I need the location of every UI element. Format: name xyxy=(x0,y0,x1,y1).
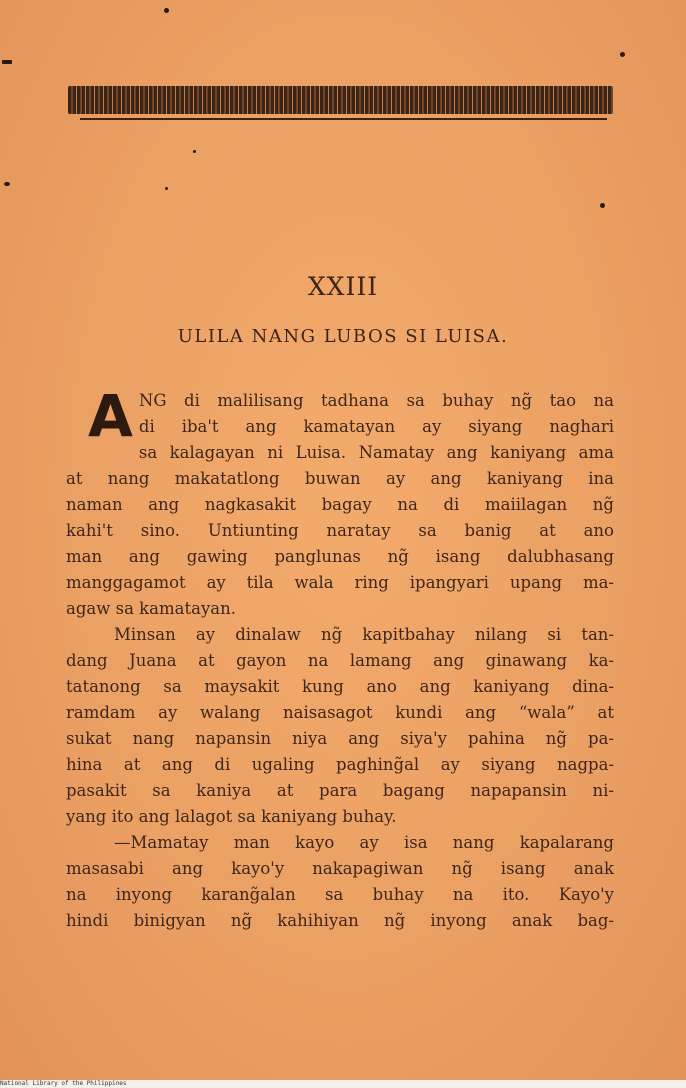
text-line: hindi binigyan ng̃ kahihiyan ng̃ inyong anak bag- xyxy=(66,911,614,930)
paragraph-1 xyxy=(66,382,614,622)
text-line: hina at ang di ugaling paghing̃al ay siyang nagpa- xyxy=(66,755,614,774)
text-line: Minsan ay dinalaw ng̃ kapitbahay nilang si tan- xyxy=(114,625,614,644)
paragraph-3 xyxy=(66,830,614,934)
ink-speck xyxy=(193,150,196,153)
text-line: NG di malilisang tadhana sa buhay ng̃ tao na xyxy=(138,391,614,410)
text-line: dang Juana at gayon na lamang ang ginawang ka- xyxy=(66,651,614,670)
text-line: sa kalagayan ni Luisa. Namatay ang kaniyang ama xyxy=(138,443,614,462)
chapter-number: XXIII xyxy=(307,272,379,301)
decorative-header-band xyxy=(68,86,613,114)
ink-speck xyxy=(620,52,625,57)
drop-cap: A xyxy=(88,382,133,450)
text-line: na inyong karang̃alan sa buhay na ito. Kayo'y xyxy=(66,885,614,904)
text-line: tatanong sa maysakit kung ano ang kaniyang dina- xyxy=(66,677,614,696)
text-line: masasabi ang kayo'y nakapagiwan ng̃ isang anak xyxy=(66,859,614,878)
text-line: ramdam ay walang naisasagot kundi ang “wala” at xyxy=(66,703,614,722)
text-line: yang ito ang lalagot sa kaniyang buhay. xyxy=(66,807,397,826)
text-line: —Mamatay man kayo ay isa nang kapalarang xyxy=(114,833,614,852)
ink-speck xyxy=(4,182,10,186)
text-line: agaw sa kamatayan. xyxy=(66,599,236,618)
ink-speck xyxy=(165,187,168,190)
text-line: sukat nang napansin niya ang siya'y pahina ng̃ pa- xyxy=(66,729,614,748)
ink-speck xyxy=(2,60,12,64)
paragraph-2 xyxy=(66,622,614,830)
library-credit: National Library of the Philippines xyxy=(0,1080,127,1087)
ink-speck xyxy=(164,8,169,13)
text-line: manggagamot ay tila wala ring ipangyari upang ma- xyxy=(66,573,614,592)
text-line: di iba't ang kamatayan ay siyang naghari xyxy=(138,417,614,436)
header-rule xyxy=(80,118,607,120)
body-text xyxy=(66,382,614,934)
text-line: pasakit sa kaniya at para bagang napapansin ni- xyxy=(66,781,614,800)
text-line: kahi't sino. Untiunting naratay sa banig at ano xyxy=(66,521,614,540)
chapter-title: ULILA NANG LUBOS SI LUISA. xyxy=(177,326,509,347)
text-line: man ang gawing panglunas ng̃ isang dalubhasang xyxy=(66,547,614,566)
text-line: naman ang nagkasakit bagay na di maiilagan ng̃ xyxy=(66,495,614,514)
ink-speck xyxy=(600,203,605,208)
text-line: at nang makatatlong buwan ay ang kaniyang ina xyxy=(66,469,614,488)
